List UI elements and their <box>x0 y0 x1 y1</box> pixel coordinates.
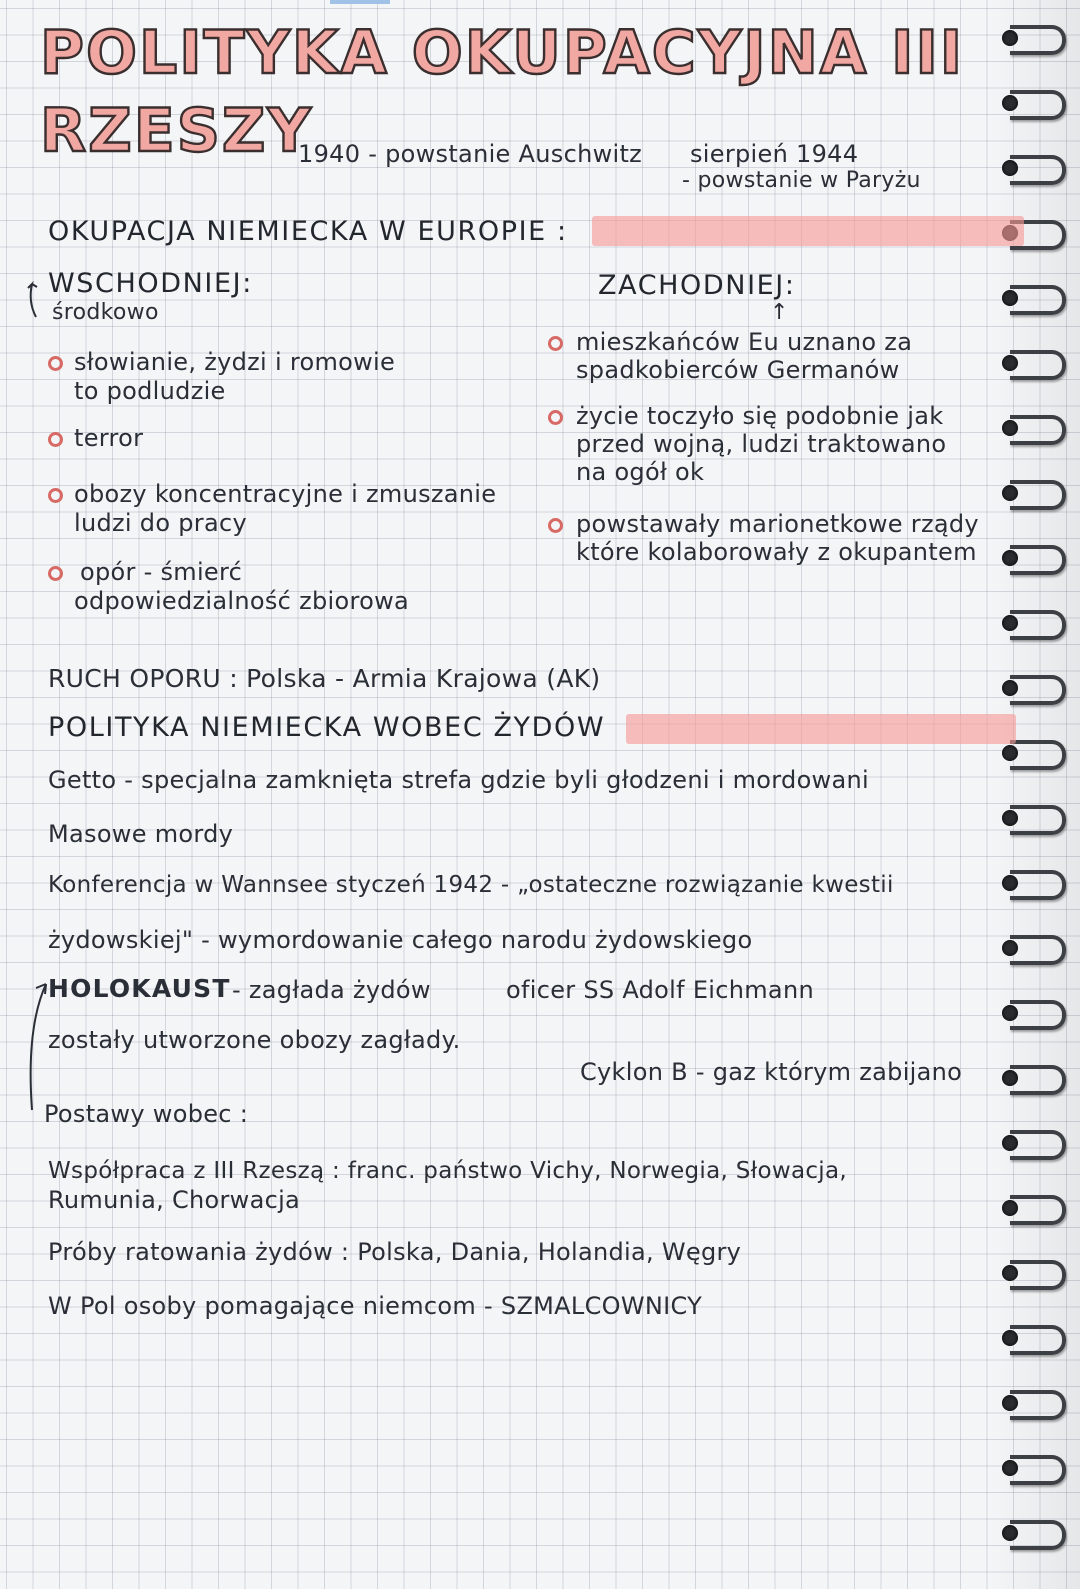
holocaust-term: HOLOKAUST <box>48 974 231 1003</box>
west-item-1-line2: spadkobierców Germanów <box>576 356 900 384</box>
spiral-ring <box>1000 410 1062 446</box>
date-paris: sierpień 1944 <box>690 140 859 168</box>
spiral-ring <box>1000 1190 1062 1226</box>
cooperation-line-2: Rumunia, Chorwacja <box>48 1186 301 1214</box>
szmalcownicy-line: W Pol osoby pomagające niemcom - SZMALCOWNICY <box>48 1292 703 1320</box>
west-item-3-line1: powstawały marionetkowe rządy <box>576 510 979 538</box>
spiral-ring <box>1000 475 1062 511</box>
east-item-1-line2: to podludzie <box>74 377 226 405</box>
spiral-ring <box>1000 85 1062 121</box>
arrow-up-icon: ↑ <box>770 300 789 325</box>
ring-wire <box>1010 545 1066 575</box>
west-item-2-line3: na ogół ok <box>576 458 705 486</box>
spiral-ring <box>1000 995 1062 1031</box>
spiral-ring <box>1000 865 1062 901</box>
ring-wire <box>1010 415 1066 445</box>
west-item-2-line2: przed wojną, ludzi traktowano <box>576 430 947 458</box>
ring-wire <box>1010 350 1066 380</box>
east-item-3-line1: obozy koncentracyjne i zmuszanie <box>74 480 497 508</box>
spiral-ring <box>1000 1515 1062 1551</box>
ring-wire <box>1010 935 1066 965</box>
page-top-edge <box>330 0 390 4</box>
jews-policy-heading: POLITYKA NIEMIECKA WOBEC ŻYDÓW <box>48 712 606 743</box>
ring-wire <box>1010 1130 1066 1160</box>
bullet-icon <box>548 410 563 425</box>
bracket-arrow-icon <box>22 978 50 1118</box>
spiral-ring <box>1000 540 1062 576</box>
mass-murders-line: Masowe mordy <box>48 820 234 848</box>
attitudes-heading: Postawy wobec : <box>44 1100 249 1128</box>
ring-wire <box>1010 25 1066 55</box>
ring-wire <box>1010 1065 1066 1095</box>
ring-wire <box>1010 1260 1066 1290</box>
event-paris: - powstanie w Paryżu <box>682 168 921 193</box>
bullet-icon <box>548 518 563 533</box>
ring-wire <box>1010 285 1066 315</box>
spiral-ring <box>1000 605 1062 641</box>
highlight-occupation <box>592 216 1024 246</box>
east-label: WSCHODNIEJ: <box>48 268 253 299</box>
east-sublabel: środkowo <box>52 300 159 325</box>
ring-wire <box>1010 675 1066 705</box>
highlight-jews-policy <box>626 714 1016 744</box>
zyklon-line: Cyklon B - gaz którym zabijano <box>580 1058 963 1086</box>
ring-wire <box>1010 90 1066 120</box>
spiral-binding <box>1000 20 1070 1560</box>
east-item-3-line2: ludzi do pracy <box>74 509 247 537</box>
east-item-1-line1: słowianie, żydzi i romowie <box>74 348 396 376</box>
spiral-ring <box>1000 20 1062 56</box>
bullet-icon <box>48 356 63 371</box>
bullet-icon <box>48 566 63 581</box>
page-title-line2: RZESZY <box>40 96 313 166</box>
spiral-ring <box>1000 1385 1062 1421</box>
wannsee-line-1: Konferencja w Wannsee styczeń 1942 - „ostateczne rozwiązanie kwestii <box>48 872 894 898</box>
ring-wire <box>1010 610 1066 640</box>
bullet-icon <box>548 336 563 351</box>
spiral-ring <box>1000 345 1062 381</box>
spiral-ring <box>1000 1320 1062 1356</box>
ring-wire <box>1010 1195 1066 1225</box>
wannsee-line-2: żydowskiej" - wymordowanie całego narodu żydowskiego <box>48 926 753 954</box>
west-label: ZACHODNIEJ: <box>598 270 796 301</box>
ring-wire <box>1010 1325 1066 1355</box>
camps-line: zostały utworzone obozy zagłady. <box>48 1026 461 1054</box>
ring-wire <box>1010 1390 1066 1420</box>
spiral-ring <box>1000 280 1062 316</box>
west-item-1-line1: mieszkańców Eu uznano za <box>576 328 913 356</box>
west-item-3-line2: które kolaborowały z okupantem <box>576 538 977 566</box>
ring-wire <box>1010 740 1066 770</box>
cooperation-line-1: Współpraca z III Rzeszą : franc. państwo Vichy, Norwegia, Słowacja, <box>48 1158 847 1184</box>
spiral-ring <box>1000 1125 1062 1161</box>
spiral-ring <box>1000 1060 1062 1096</box>
ring-wire <box>1010 480 1066 510</box>
spiral-ring <box>1000 1450 1062 1486</box>
ring-wire <box>1010 1520 1066 1550</box>
page-title-line1: POLITYKA OKUPACYJNA III <box>40 18 965 88</box>
east-item-2-line1: terror <box>74 424 144 452</box>
rescue-line: Próby ratowania żydów : Polska, Dania, Holandia, Węgry <box>48 1238 742 1266</box>
bullet-icon <box>48 432 63 447</box>
east-item-4-line1: opór - śmierć <box>80 558 243 586</box>
spiral-ring <box>1000 150 1062 186</box>
ring-wire <box>1010 155 1066 185</box>
west-item-2-line1: życie toczyło się podobnie jak <box>576 402 944 430</box>
ring-wire <box>1010 805 1066 835</box>
curved-arrow-icon <box>26 272 46 322</box>
ring-wire <box>1010 1000 1066 1030</box>
ring-wire <box>1010 870 1066 900</box>
officer-line: oficer SS Adolf Eichmann <box>506 976 814 1004</box>
spiral-ring <box>1000 670 1062 706</box>
spiral-ring <box>1000 1255 1062 1291</box>
holocaust-definition: - zagłada żydów <box>232 976 431 1004</box>
occupation-heading: OKUPACJA NIEMIECKA W EUROPIE : <box>48 216 568 247</box>
spiral-ring <box>1000 800 1062 836</box>
bullet-icon <box>48 488 63 503</box>
ring-wire <box>1010 1455 1066 1485</box>
ghetto-line: Getto - specjalna zamknięta strefa gdzie byli głodzeni i mordowani <box>48 766 869 794</box>
resistance-line: RUCH OPORU : Polska - Armia Krajowa (AK) <box>48 664 601 693</box>
date-auschwitz: 1940 - powstanie Auschwitz <box>298 140 643 168</box>
spiral-ring <box>1000 930 1062 966</box>
east-item-4-line2: odpowiedzialność zbiorowa <box>74 587 410 615</box>
